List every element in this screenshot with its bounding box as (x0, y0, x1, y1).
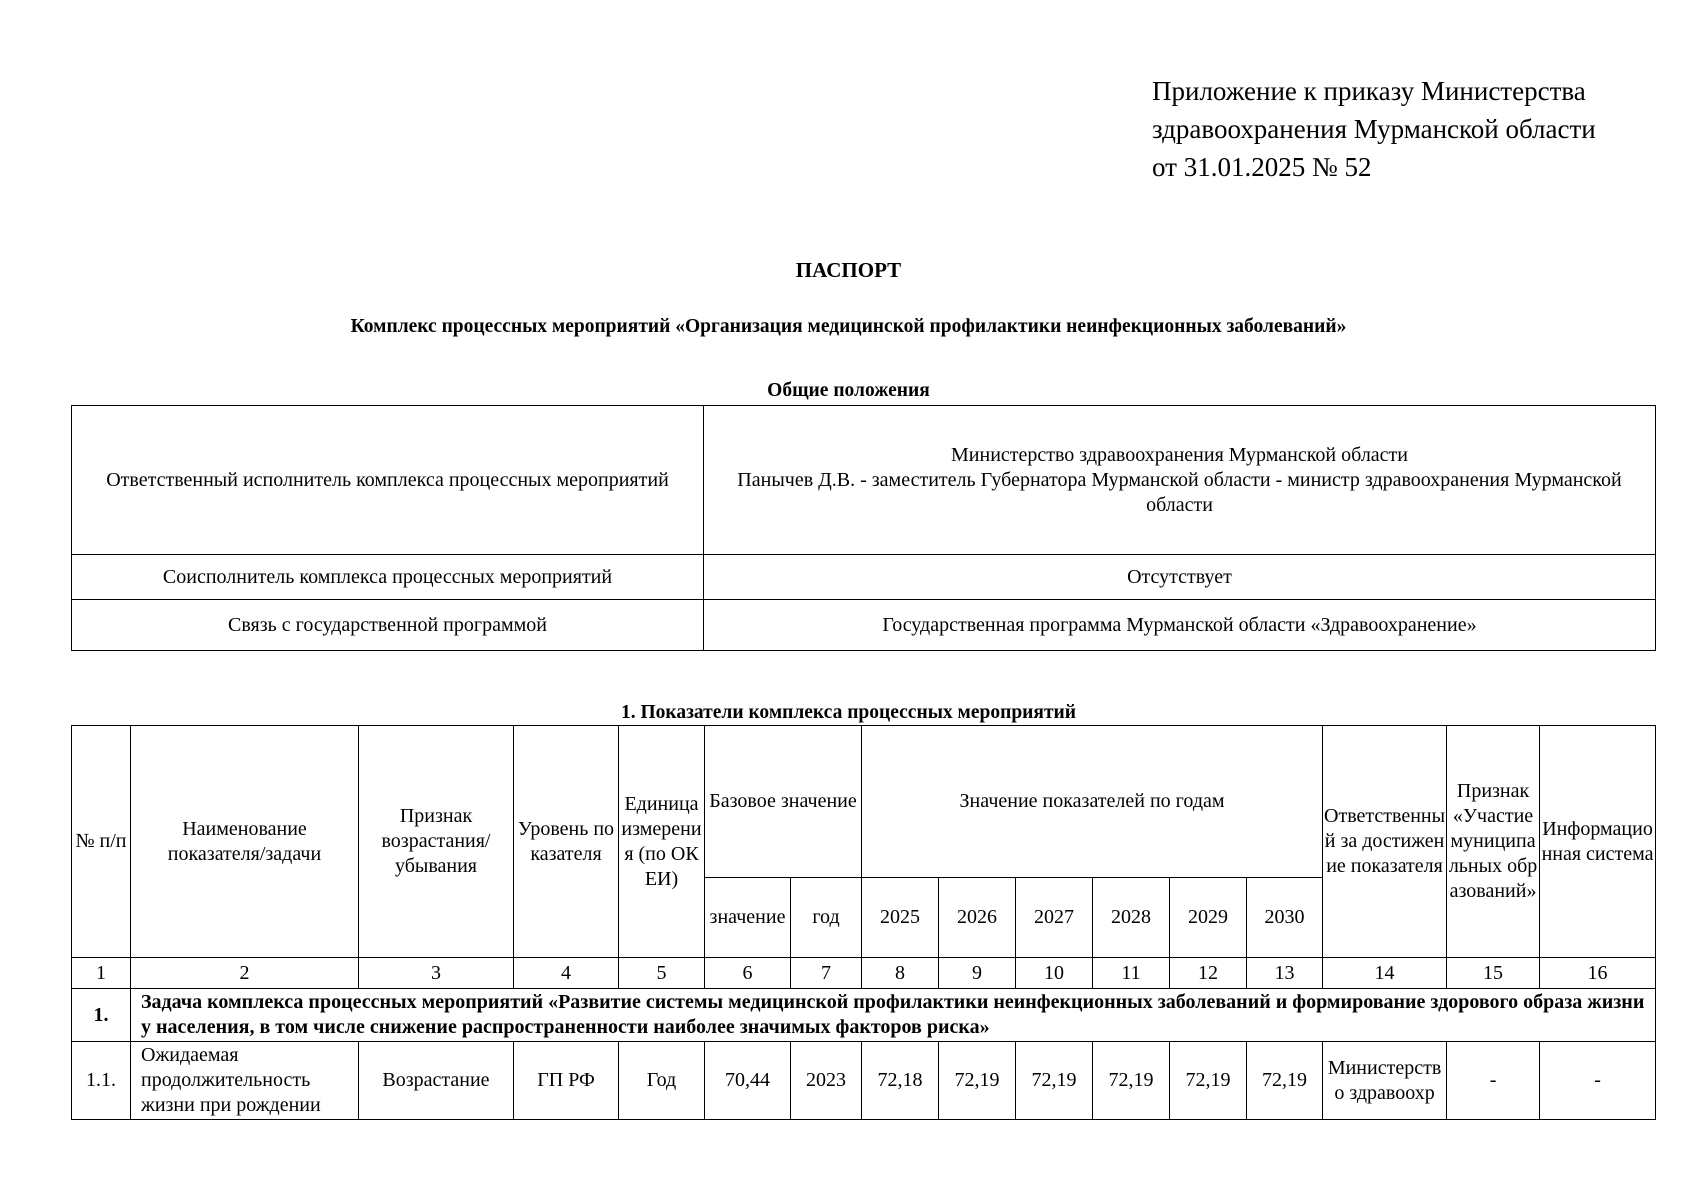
column-number: 16 (1540, 958, 1656, 989)
col-header-year: 2028 (1093, 878, 1170, 958)
indicators-table (71, 725, 1656, 1120)
indicator-year-value: 72,19 (1247, 1042, 1323, 1120)
general-value: Отсутствует (704, 555, 1656, 600)
col-header-unit: Единица измерения (по ОКЕИ) (619, 726, 705, 958)
indicator-name: Ожидаемая продолжительность жизни при рождении (131, 1042, 359, 1120)
column-number: 13 (1247, 958, 1323, 989)
col-header-base-year: год (791, 878, 862, 958)
column-number: 1 (72, 958, 131, 989)
col-header-year: 2027 (1016, 878, 1093, 958)
column-number: 10 (1016, 958, 1093, 989)
indicator-unit: Год (619, 1042, 705, 1120)
column-number: 11 (1093, 958, 1170, 989)
col-header-name: Наименование показателя/задачи (131, 726, 359, 958)
header-row (72, 726, 1656, 878)
col-header-level: Уровень показателя (514, 726, 619, 958)
column-number-row (72, 958, 1656, 989)
col-header-municipal: Признак «Участие муниципальных образований» (1447, 726, 1540, 958)
indicator-year-value: 72,19 (1016, 1042, 1093, 1120)
column-number: 8 (862, 958, 939, 989)
column-number: 5 (619, 958, 705, 989)
general-label: Связь с государственной программой (72, 600, 704, 651)
indicator-year-value: 72,19 (1170, 1042, 1247, 1120)
indicator-base-value: 70,44 (705, 1042, 791, 1120)
table-row (72, 406, 1656, 555)
col-header-base-value: значение (705, 878, 791, 958)
col-header-year: 2026 (939, 878, 1016, 958)
indicator-year-value: 72,19 (1093, 1042, 1170, 1120)
general-value (704, 406, 1656, 555)
task-row (72, 989, 1656, 1042)
indicator-year-value: 72,19 (939, 1042, 1016, 1120)
header-line-1: Приложение к приказу Министерства (1152, 76, 1586, 106)
general-table (71, 405, 1656, 651)
col-header-years: Значение показателей по годам (862, 726, 1323, 878)
general-section-heading: Общие положения (767, 380, 930, 401)
header-line-3: от 31.01.2025 № 52 (1152, 152, 1372, 182)
column-number: 7 (791, 958, 862, 989)
table-row (72, 1042, 1656, 1120)
general-label: Ответственный исполнитель комплекса процессных мероприятий (72, 406, 704, 555)
col-header-year: 2029 (1170, 878, 1247, 958)
document-header (1152, 72, 1672, 186)
general-label: Соисполнитель комплекса процессных мероприятий (72, 555, 704, 600)
task-number: 1. (72, 989, 131, 1042)
col-header-base: Базовое значение (705, 726, 862, 878)
general-value-line: Панычев Д.В. - заместитель Губернатора Мурманской области - министр здравоохранения Мурманской области (737, 468, 1622, 516)
indicator-trend: Возрастание (359, 1042, 514, 1120)
general-value-line: Министерство здравоохранения Мурманской области (951, 443, 1408, 466)
col-header-num: № п/п (72, 726, 131, 958)
col-header-system: Информационная система (1540, 726, 1656, 958)
indicator-base-year: 2023 (791, 1042, 862, 1120)
indicators-section-heading: 1. Показатели комплекса процессных мероприятий (620, 702, 1076, 723)
indicator-year-value: 72,18 (862, 1042, 939, 1120)
page-title: ПАСПОРТ (795, 258, 902, 282)
column-number: 4 (514, 958, 619, 989)
column-number: 2 (131, 958, 359, 989)
column-number: 12 (1170, 958, 1247, 989)
indicator-municipal: - (1447, 1042, 1540, 1120)
header-line-2: здравоохранения Мурманской области (1152, 114, 1596, 144)
column-number: 3 (359, 958, 514, 989)
col-header-year: 2030 (1247, 878, 1323, 958)
indicator-responsible: Министерство здравоохр (1323, 1042, 1447, 1120)
task-text: Задача комплекса процессных мероприятий «Развитие системы медицинской профилактики неинфекционных заболеваний и формирование здорового образа жизни у населения, в том числе снижение распространенности наиболее значимых факторов риска» (131, 989, 1656, 1042)
indicator-level: ГП РФ (514, 1042, 619, 1120)
col-header-year: 2025 (862, 878, 939, 958)
table-row (72, 555, 1656, 600)
table-row (72, 600, 1656, 651)
row-number: 1.1. (72, 1042, 131, 1120)
column-number: 6 (705, 958, 791, 989)
col-header-trend: Признак возрастания/ убывания (359, 726, 514, 958)
general-value: Государственная программа Мурманской области «Здравоохранение» (704, 600, 1656, 651)
column-number: 14 (1323, 958, 1447, 989)
col-header-responsible: Ответственный за достижение показателя (1323, 726, 1447, 958)
page-subtitle: Комплекс процессных мероприятий «Организация медицинской профилактики неинфекционных заболеваний» (350, 316, 1347, 337)
indicator-system: - (1540, 1042, 1656, 1120)
column-number: 9 (939, 958, 1016, 989)
column-number: 15 (1447, 958, 1540, 989)
